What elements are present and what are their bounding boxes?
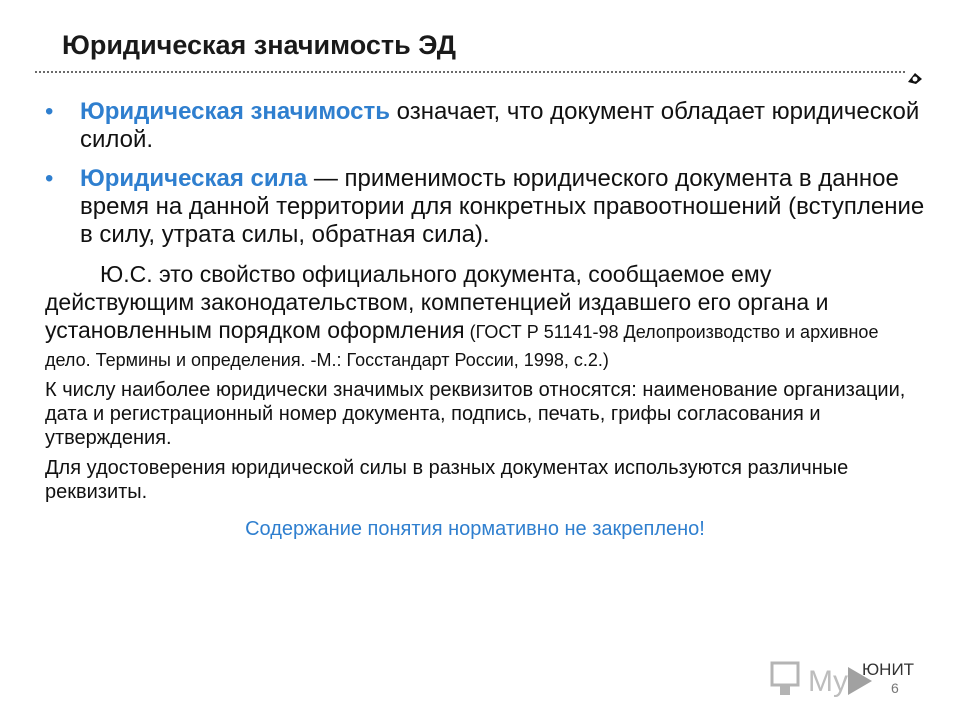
- slide-content: [45, 98, 925, 541]
- slide-title: Юридическая значимость ЭД: [62, 30, 457, 60]
- definition-reference: (ГОСТ Р 51141-98 Делопроизводство и архивное дело. Термины и определения. -М.: Госстандарт России, 1998, с.2.): [45, 322, 879, 370]
- highlight-note: Содержание понятия нормативно не закреплено!: [245, 518, 705, 540]
- bullet-text: означает, что документ обладает юридической силой.: [80, 98, 920, 153]
- svg-text:My: My: [808, 665, 848, 698]
- bullet-dot-icon: •: [45, 98, 54, 125]
- bullet-list: [45, 98, 925, 249]
- logo-text: ЮНИТ: [862, 660, 915, 679]
- definition-main: Ю.С. это свойство официального документа, сообщаемое ему действующим законодательством, компетенцией издавшего его органа и установленным порядком оформления: [45, 261, 829, 343]
- bullet-dot-icon: •: [45, 165, 54, 192]
- bullet-term: Юридическая сила: [80, 165, 308, 192]
- definition-paragraph: [45, 260, 925, 372]
- bullet-item: [45, 98, 925, 154]
- bullet-term: Юридическая значимость: [80, 98, 390, 125]
- corner-decoration-icon: [906, 70, 924, 86]
- bullet-item: [45, 165, 925, 249]
- bullet-text: — применимость юридического документа в данное время на данной территории для конкретных правоотношений (вступление в силу, утрата силы, обратная сила).: [80, 165, 925, 248]
- title-divider: [35, 71, 905, 73]
- requisites-paragraph: К числу наиболее юридически значимых реквизитов относятся: наименование организации, дата и регистрационный номер документа, подпись, печать, грифы согласования и утверждения.: [45, 379, 906, 449]
- certification-paragraph: Для удостоверения юридической силы в разных документах используются различные реквизиты.: [45, 457, 849, 503]
- page-number: 6: [891, 680, 899, 696]
